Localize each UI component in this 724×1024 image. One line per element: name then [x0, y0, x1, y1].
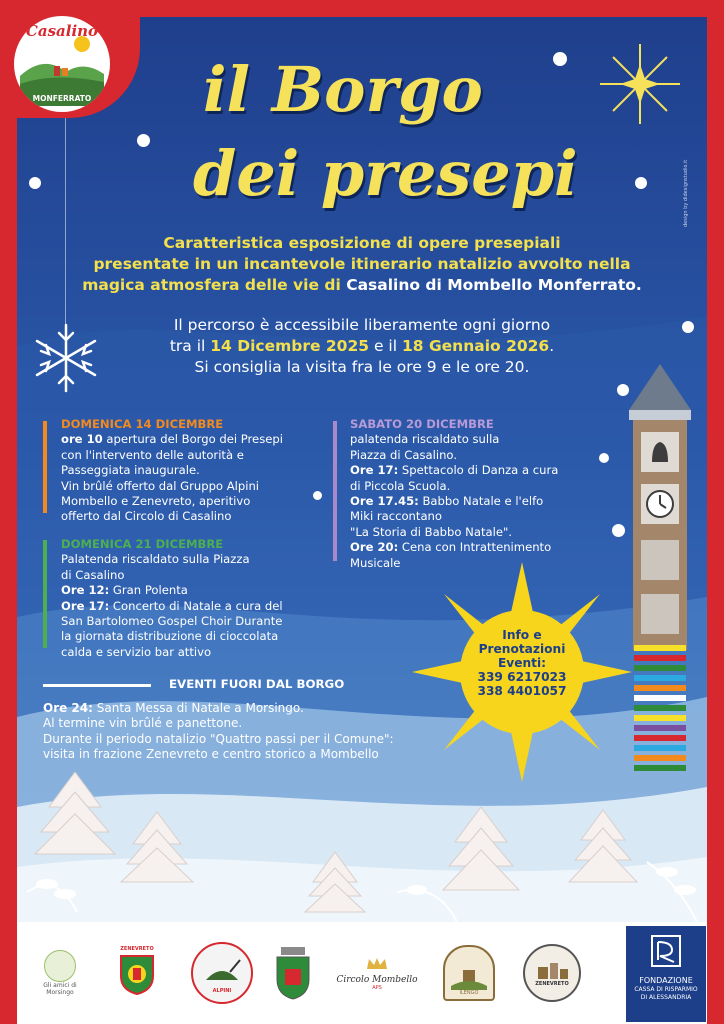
sponsor-comune-logo	[271, 940, 315, 1006]
sponsor-label: ALPINI	[212, 988, 232, 994]
event-domenica-21	[61, 537, 346, 660]
access-line3: Si consiglia la visita fra le ore 9 e le ore 20.	[194, 358, 530, 376]
event-line	[350, 494, 590, 509]
snow-dot	[137, 134, 150, 147]
color-stripes	[634, 645, 686, 775]
circolo-wrap	[336, 956, 417, 991]
title-line1: il Borgo	[203, 53, 483, 126]
event-heading: DOMENICA 14 DICEMBRE	[61, 417, 224, 431]
fondazione-emblem-icon	[646, 932, 686, 972]
intro-line2: presentate in un incantevole itinerario natalizio avvolto nella	[93, 255, 631, 273]
sponsor-label: Gli amici di Morsingo	[43, 982, 77, 996]
sponsor-circolo-zenevreto-logo	[517, 940, 587, 1006]
foundation-name-3: DI ALESSANDRIA	[640, 994, 692, 1001]
access-line2-c: e il	[369, 337, 402, 355]
snow-dot	[599, 453, 609, 463]
foundation-name-2: CASSA DI RISPARMIO	[634, 986, 698, 993]
vineyard-icon	[451, 966, 487, 990]
event-text: Gran Polenta	[109, 583, 188, 598]
logo-title: Casalino	[25, 22, 99, 40]
sponsor-label: ZENEVRETO	[120, 946, 154, 952]
intro-town: Casalino di Mombello Monferrato.	[346, 276, 642, 294]
event-line: Palatenda riscaldato sulla Piazza	[61, 552, 250, 567]
event-line: Passeggiata inaugurale.	[61, 463, 200, 478]
info-line3: Eventi:	[497, 656, 547, 670]
event-line: calda e servizio bar attivo	[61, 644, 212, 659]
star-icon	[595, 39, 685, 129]
event-line: la giornata distribuzione di cioccolata	[61, 629, 279, 644]
access-line2	[17, 336, 707, 357]
event-domenica-14	[61, 417, 331, 525]
ilengo-badge-icon	[443, 945, 495, 1001]
event-line: Miki raccontano	[350, 509, 442, 524]
crown-icon	[365, 957, 389, 971]
casalino-logo	[14, 16, 110, 112]
event-line: palatenda riscaldato sulla	[350, 432, 500, 447]
event-bar-green	[43, 540, 47, 648]
sponsor-footer	[17, 922, 707, 1024]
event-time: Ore 24:	[43, 701, 93, 715]
phone-number-1[interactable]: 339 6217023	[477, 670, 567, 684]
event-time: ore 10	[61, 432, 103, 447]
sponsor-alpini-logo	[187, 940, 257, 1006]
credit-wrapper	[683, 137, 693, 227]
event-line: di Casalino	[61, 567, 125, 582]
coat-of-arms-icon	[273, 945, 313, 1001]
snow-dot	[553, 52, 567, 66]
sponsor-morsingo-logo	[31, 940, 89, 1006]
info-line2: Prenotazioni	[478, 642, 566, 656]
zenevreto-badge-icon	[523, 944, 581, 1002]
info-line1: Info e	[502, 628, 542, 642]
event-bar-orange	[43, 421, 47, 513]
phone-number-2[interactable]: 338 4401057	[477, 684, 567, 698]
event-text: Santa Messa di Natale a Morsingo.	[92, 701, 304, 715]
event-line: visita in frazione Zenevreto e centro storico a Mombello	[43, 747, 379, 762]
snow-dot	[29, 177, 41, 189]
event-line: Al termine vin brûlé e panettone.	[43, 716, 243, 731]
event-sabato-20	[350, 417, 590, 571]
info-box	[462, 628, 582, 698]
foundation-name: FONDAZIONE	[639, 976, 693, 985]
sponsor-morsingo-wrap	[31, 950, 89, 996]
sponsor-label: ZENEVRETO	[535, 981, 569, 987]
sponsor-label: ILENGO	[459, 990, 479, 996]
logo-subtitle: MONFERRATO	[32, 94, 92, 103]
event-line	[350, 540, 590, 555]
event-line	[350, 463, 590, 478]
alpini-hat-icon	[202, 958, 242, 988]
event-line: Durante il periodo natalizio "Quattro passi per il Comune":	[43, 731, 394, 746]
sponsor-ilengo-logo	[439, 940, 499, 1006]
event-line: San Bartolomeo Gospel Choir Durante	[61, 614, 283, 629]
sponsor-label: Circolo Mombello	[336, 974, 418, 985]
event-time: Ore 20:	[350, 540, 399, 555]
end-date: 18 Gennaio 2026	[401, 337, 550, 355]
event-line	[61, 432, 331, 447]
event-text: Spettacolo di Danza a cura	[398, 463, 559, 478]
event-line: Piazza di Casalino.	[350, 447, 457, 462]
event-text: apertura del Borgo dei Presepi	[102, 432, 283, 447]
outside-events	[43, 701, 483, 763]
event-line: "La Storia di Babbo Natale".	[350, 524, 512, 539]
event-text: Babbo Natale e l'elfo	[418, 494, 544, 509]
sponsor-zenevreto-logo	[109, 940, 165, 1006]
sponsor-fondazione-logo	[626, 926, 706, 1022]
event-line	[61, 599, 346, 614]
event-text: Cena con Intrattenimento	[398, 540, 552, 555]
snow-dot	[612, 524, 625, 537]
snow-dot	[635, 177, 647, 189]
title-line2: dei presepi	[193, 137, 578, 210]
access-line1: Il percorso è accessibile liberamente ogni giorno	[173, 316, 551, 334]
event-line: Mombello e Zenevreto, aperitivo	[61, 494, 251, 509]
intro-line3-pre: magica atmosfera delle vie di	[82, 276, 347, 294]
event-heading: DOMENICA 21 DICEMBRE	[61, 537, 224, 551]
access-text	[17, 315, 707, 378]
event-line: Musicale	[350, 555, 401, 570]
winter-trees	[17, 772, 707, 922]
intro-line1: Caratteristica esposizione di opere presepiali	[163, 234, 561, 252]
event-text: Concerto di Natale a cura del	[109, 598, 283, 613]
alpini-badge-icon	[191, 942, 253, 1004]
event-line: offerto dal Circolo di Casalino	[61, 509, 232, 524]
event-time: Ore 17:	[350, 463, 399, 478]
event-line: Vin brûlé offerto dal Gruppo Alpini	[61, 478, 260, 493]
design-credit: design by didesignstudio.it	[683, 159, 689, 227]
shield-icon	[117, 952, 157, 996]
outside-heading: EVENTI FUORI DAL BORGO	[169, 677, 345, 691]
event-line	[43, 701, 483, 716]
sponsor-label-sub: APS	[372, 984, 382, 991]
start-date: 14 Dicembre 2025	[210, 337, 370, 355]
event-time: Ore 17:	[61, 598, 110, 613]
sponsor-emblem-icon	[44, 950, 76, 982]
poster-panel	[17, 17, 707, 922]
event-time: Ore 12:	[61, 583, 110, 598]
event-bar-purple	[333, 421, 337, 561]
event-heading: SABATO 20 DICEMBRE	[350, 417, 494, 431]
village-icon	[534, 959, 570, 981]
access-line2-a: tra il	[169, 337, 211, 355]
bell-tower-illustration	[625, 362, 695, 652]
sponsor-zenevreto-wrap	[117, 946, 157, 1000]
event-time: Ore 17.45:	[350, 494, 419, 509]
divider-line	[43, 684, 151, 687]
event-line: con l'intervento delle autorità e	[61, 447, 244, 462]
event-line	[61, 583, 346, 598]
intro-line3	[17, 275, 707, 296]
sponsor-circolo-mombello-logo	[327, 940, 427, 1006]
intro-text	[17, 233, 707, 296]
event-line: di Piccola Scuola.	[350, 478, 451, 493]
access-line2-e: .	[549, 337, 555, 355]
